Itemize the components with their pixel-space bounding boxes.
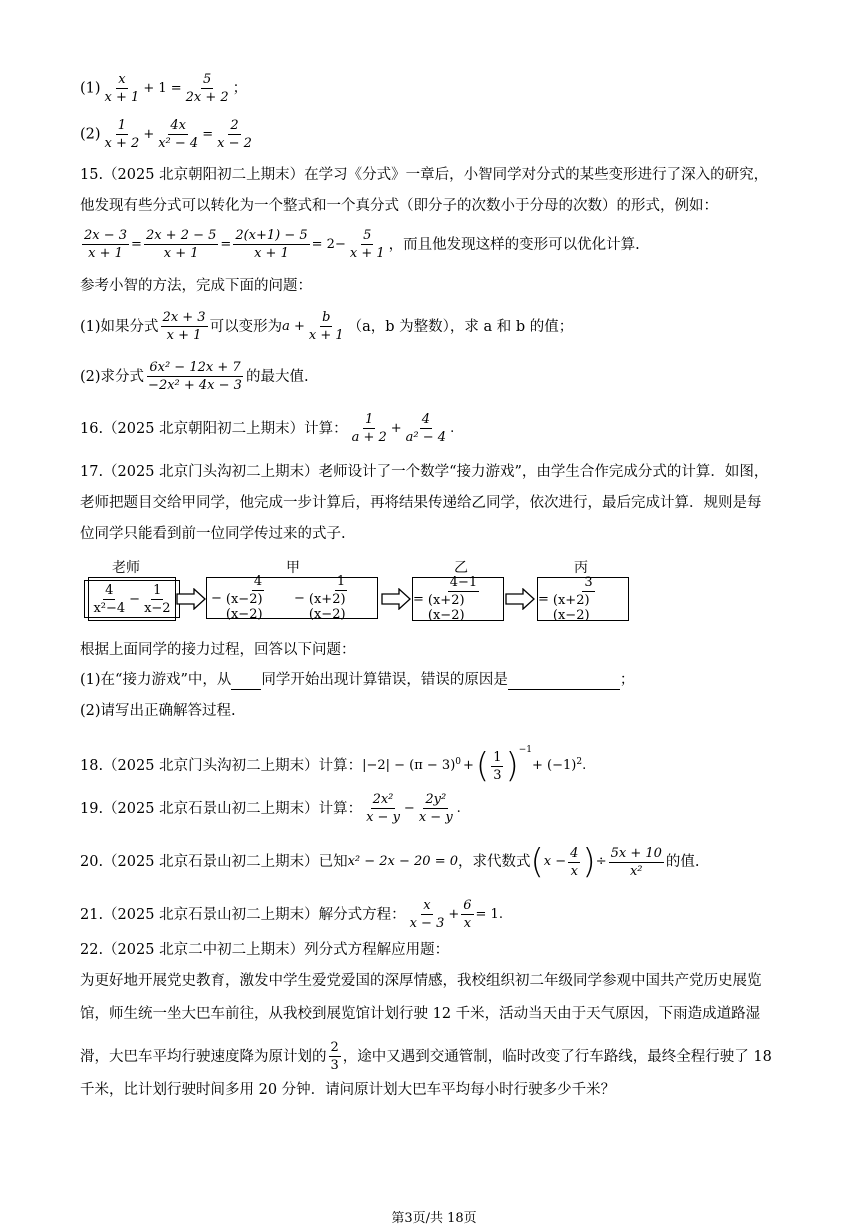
fraction: $\frac{\text{2y²}}{x - y}$ xyxy=(418,792,453,825)
q17-line1: 17.（2025 北京门头沟初二上期末）老师设计了一个数学“接力游戏”，由学生合作完成分式的计算．如图， xyxy=(80,464,769,480)
fraction: $\frac{5}{x + 1}$ xyxy=(349,228,385,261)
fraction: $\frac{5}{2x + 2}$ xyxy=(185,72,229,105)
fraction: $\frac{4x}{\text{x² − 4}}$ xyxy=(158,118,199,151)
fraction: $\frac{5x + 10}{\text{x²}}$ xyxy=(610,845,662,879)
page-footer: 第3页/共 18页 xyxy=(391,1211,477,1226)
q22-line2: 为更好地开展党史教育，激发中学生爱党爱国的深厚情感，我校组织初二年级同学参观中国共产党历史展览 xyxy=(80,973,762,989)
answer-blank[interactable] xyxy=(231,673,261,690)
q21: 21.（2025 北京石景山初二上期末）解分式方程： $\frac{x}{x - 3}$ + $\frac{6}{x}$ = 1. xyxy=(80,898,503,931)
q15-sub2: (2)求分式 $\frac{\text{6x² − 12x + 7}}{\text{−2x² + 4x − 3}}$ 的最大值. xyxy=(80,360,309,393)
fraction: $\frac{2x + 2 - 5}{x + 1}$ xyxy=(145,228,217,261)
q17-ans: 根据上面同学的接力过程，回答以下问题： xyxy=(80,642,356,658)
problem-1: (1) $\frac{x}{x + 1}$ + 1 = $\frac{5}{2x + 2}$ ； xyxy=(80,72,248,105)
q22-line1: 22.（2025 北京二中初二上期末）列分式方程解应用题： xyxy=(80,942,450,958)
q16: 16.（2025 北京朝阳初二上期末）计算： $\frac{1}{a + 2}$ + $\frac{4}{\text{a² − 4}}$ . xyxy=(80,412,455,445)
q15-example: $\frac{2x - 3}{x + 1}$ = $\frac{2x + 2 - 5}{x + 1}$ = $\frac{2(x+1) - 5}{x + 1}$ = 2− $\frac{5}{x + 1}$ ，而且他发现这样的变形可以优化计算. xyxy=(84,228,640,261)
q15-line1: 15.（2025 北京朝阳初二上期末）在学习《分式》一章后，小智同学对分式的某些变形进行了深入的研究， xyxy=(80,167,769,183)
label-bing: 丙 xyxy=(574,560,588,576)
q15-sub1: (1)如果分式 $\frac{2x + 3}{x + 1}$ 可以变形为a + $\frac{b}{x + 1}$ （a，b 为整数），求 a 和 b 的值； xyxy=(80,310,574,343)
q18: 18.（2025 北京门头沟初二上期末）计算：$|-2| - (\pi - 3)^0$ +( $\frac{1}{3}$ )$^{-1}+ (-1)^2$. xyxy=(80,745,587,786)
fraction: $\frac{2x + 3}{x + 1}$ xyxy=(162,310,206,343)
fraction: $\frac{4}{x}$ xyxy=(570,845,579,879)
q20: 20.（2025 北京石景山初二上期末）已知x² − 2x − 20 = 0，求代数式(x − $\frac{4}{x}$ )÷ $\frac{5x + 10}{\text{x²}}$ 的值. xyxy=(80,842,700,882)
q22-line4: 滑，大巴车平均行驶速度降为原计划的 $\frac{2}{3}$ ，途中又遇到交通管制，临时改变了行车路线，最终全程行驶了 18 xyxy=(80,1040,772,1073)
yi-box: = $\frac{4-1}{(x+2) (x-2)}$ xyxy=(412,577,504,621)
fraction: $\frac{\text{2x²}}{x - y}$ xyxy=(366,792,400,825)
q15-ref: 参考小智的方法，完成下面的问题： xyxy=(80,278,312,294)
arrow-icon xyxy=(505,588,535,610)
jia-box: − $\frac{4}{(x-2) (x-2)}$ − $\frac{1}{(x+2) (x-2)}$ xyxy=(206,577,378,619)
fraction: $\frac{1}{a + 2}$ xyxy=(351,412,387,445)
teacher-box: $\frac{4}{\text{x²−4}}$ − $\frac{1}{x-2}$ xyxy=(88,577,176,621)
q17-sub1: (1)在“接力游戏”中，从 同学开始出现计算错误，错误的原因是 ； xyxy=(80,672,635,688)
bing-box: = $\frac{3}{(x+2) (x-2)}$ xyxy=(537,577,629,621)
answer-blank[interactable] xyxy=(508,673,620,690)
q22-line3: 馆，师生统一坐大巴车前往，从我校到展览馆计划行驶 12 千米，活动当天由于天气原因，下雨造成道路湿 xyxy=(80,1006,761,1022)
fraction: $\frac{\text{6x² − 12x + 7}}{\text{−2x² + 4x − 3}}$ xyxy=(148,360,242,393)
fraction: $\frac{b}{x + 1}$ xyxy=(308,310,344,343)
fraction: $\frac{2}{x - 2}$ xyxy=(217,118,252,151)
fraction: $\frac{x}{x - 3}$ xyxy=(409,898,445,931)
fraction: $\frac{2x - 3}{x + 1}$ xyxy=(84,228,128,261)
q17-sub2: (2)请写出正确解答过程. xyxy=(80,703,236,719)
fraction: $\frac{x}{x + 1}$ xyxy=(104,72,140,105)
q17-line2: 老师把题目交给甲同学，他完成一步计算后，再将结果传递给乙同学，依次进行，最后完成计算．规则是每 xyxy=(80,495,762,511)
arrow-icon xyxy=(176,588,206,610)
label-jia: 甲 xyxy=(286,560,300,576)
label-yi: 乙 xyxy=(454,560,468,576)
q19: 19.（2025 北京石景山初二上期末）计算： $\frac{\text{2x²}}{x - y}$ − $\frac{\text{2y²}}{x - y}$ . xyxy=(80,792,461,825)
q15-line2: 他发现有些分式可以转化为一个整式和一个真分式（即分子的次数小于分母的次数）的形式，例如： xyxy=(80,198,718,214)
fraction: $\frac{4}{\text{a² − 4}}$ xyxy=(405,412,447,445)
arrow-icon xyxy=(381,588,411,610)
fraction: $\frac{1}{x + 2}$ xyxy=(104,118,140,151)
label-teacher: 老师 xyxy=(112,560,140,576)
q17-line3: 位同学只能看到前一位同学传过来的式子. xyxy=(80,526,346,542)
fraction: $\frac{2(x+1) - 5}{x + 1}$ xyxy=(235,228,308,261)
problem-2: (2) $\frac{1}{x + 2}$ + $\frac{4x}{\text{x² − 4}}$ = $\frac{2}{x - 2}$ xyxy=(80,118,252,151)
q22-line5: 千米，比计划行驶时间多用 20 分钟．请问原计划大巴车平均每小时行驶多少千米？ xyxy=(80,1082,616,1098)
fraction: $\frac{2}{3}$ xyxy=(330,1040,339,1073)
fraction: $\frac{6}{x}$ xyxy=(463,898,472,931)
